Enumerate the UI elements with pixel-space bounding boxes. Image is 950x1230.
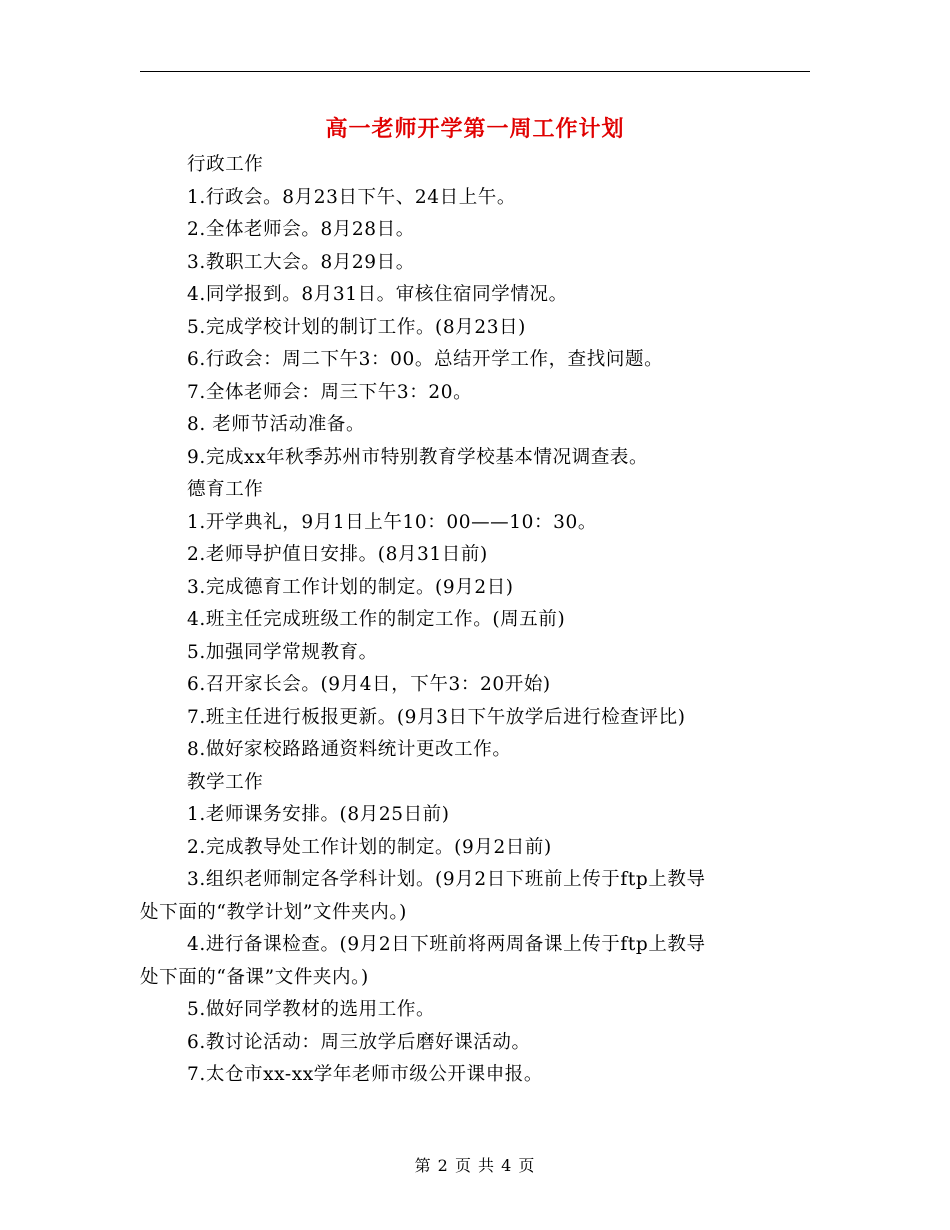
text-line: 7.太仓市xx-xx学年老师市级公开课申报。 — [187, 1064, 544, 1085]
text-line: 2.完成教导处工作计划的制定。(9月2日前) — [187, 836, 552, 858]
text-line: 德育工作 — [187, 479, 264, 500]
header-rule — [140, 71, 810, 72]
text-line: 7.班主任进行板报更新。(9月3日下午放学后进行检查评比) — [187, 706, 686, 728]
text-line: 8. 老师节活动准备。 — [187, 414, 366, 435]
text-line: 处下面的“教学计划”文件夹内。) — [140, 901, 407, 923]
text-line: 4.班主任完成班级工作的制定工作。(周五前) — [187, 609, 566, 630]
document-title: 高一老师开学第一周工作计划 — [325, 117, 625, 142]
text-line: 处下面的“备课”文件夹内。) — [140, 966, 369, 988]
text-line: 1.开学典礼，9月1日上午10：00——10：30。 — [187, 511, 597, 533]
text-line: 6.召开家长会。(9月4日，下午3：20开始) — [187, 674, 551, 695]
text-line: 1.行政会。8月23日下午、24日上午。 — [187, 186, 517, 208]
text-line: 6.行政会：周二下午3：00。总结开学工作，查找问题。 — [187, 349, 664, 370]
text-line: 5.做好同学教材的选用工作。 — [187, 999, 436, 1020]
text-line: 4.进行备课检查。(9月2日下班前将两周备课上传于ftp上教导 — [187, 934, 706, 955]
text-line: 行政工作 — [187, 154, 264, 175]
text-line: 3.完成德育工作计划的制定。(9月2日) — [187, 576, 514, 598]
text-line: 5.完成学校计划的制订工作。(8月23日) — [187, 316, 526, 338]
text-line: 5.加强同学常规教育。 — [187, 641, 378, 663]
text-line: 4.同学报到。8月31日。审核住宿同学情况。 — [187, 284, 568, 305]
text-line: 8.做好家校路路通资料统计更改工作。 — [187, 739, 512, 760]
text-line: 教学工作 — [187, 771, 264, 793]
text-line: 1.老师课务安排。(8月25日前) — [187, 804, 450, 825]
page-footer: 第 2 页 共 4 页 — [414, 1156, 536, 1175]
text-line: 3.组织老师制定各学科计划。(9月2日下班前上传于ftp上教导 — [187, 869, 706, 890]
text-line: 6.教讨论活动：周三放学后磨好课活动。 — [187, 1031, 531, 1053]
text-line: 2.老师导护值日安排。(8月31日前) — [187, 544, 488, 565]
text-line: 3.教职工大会。8月29日。 — [187, 251, 415, 273]
text-line: 2.全体老师会。8月28日。 — [187, 219, 415, 240]
document-body — [140, 149, 812, 1092]
text-line: 7.全体老师会：周三下午3：20。 — [187, 381, 473, 403]
text-line: 9.完成xx年秋季苏州市特别教育学校基本情况调查表。 — [187, 446, 649, 468]
